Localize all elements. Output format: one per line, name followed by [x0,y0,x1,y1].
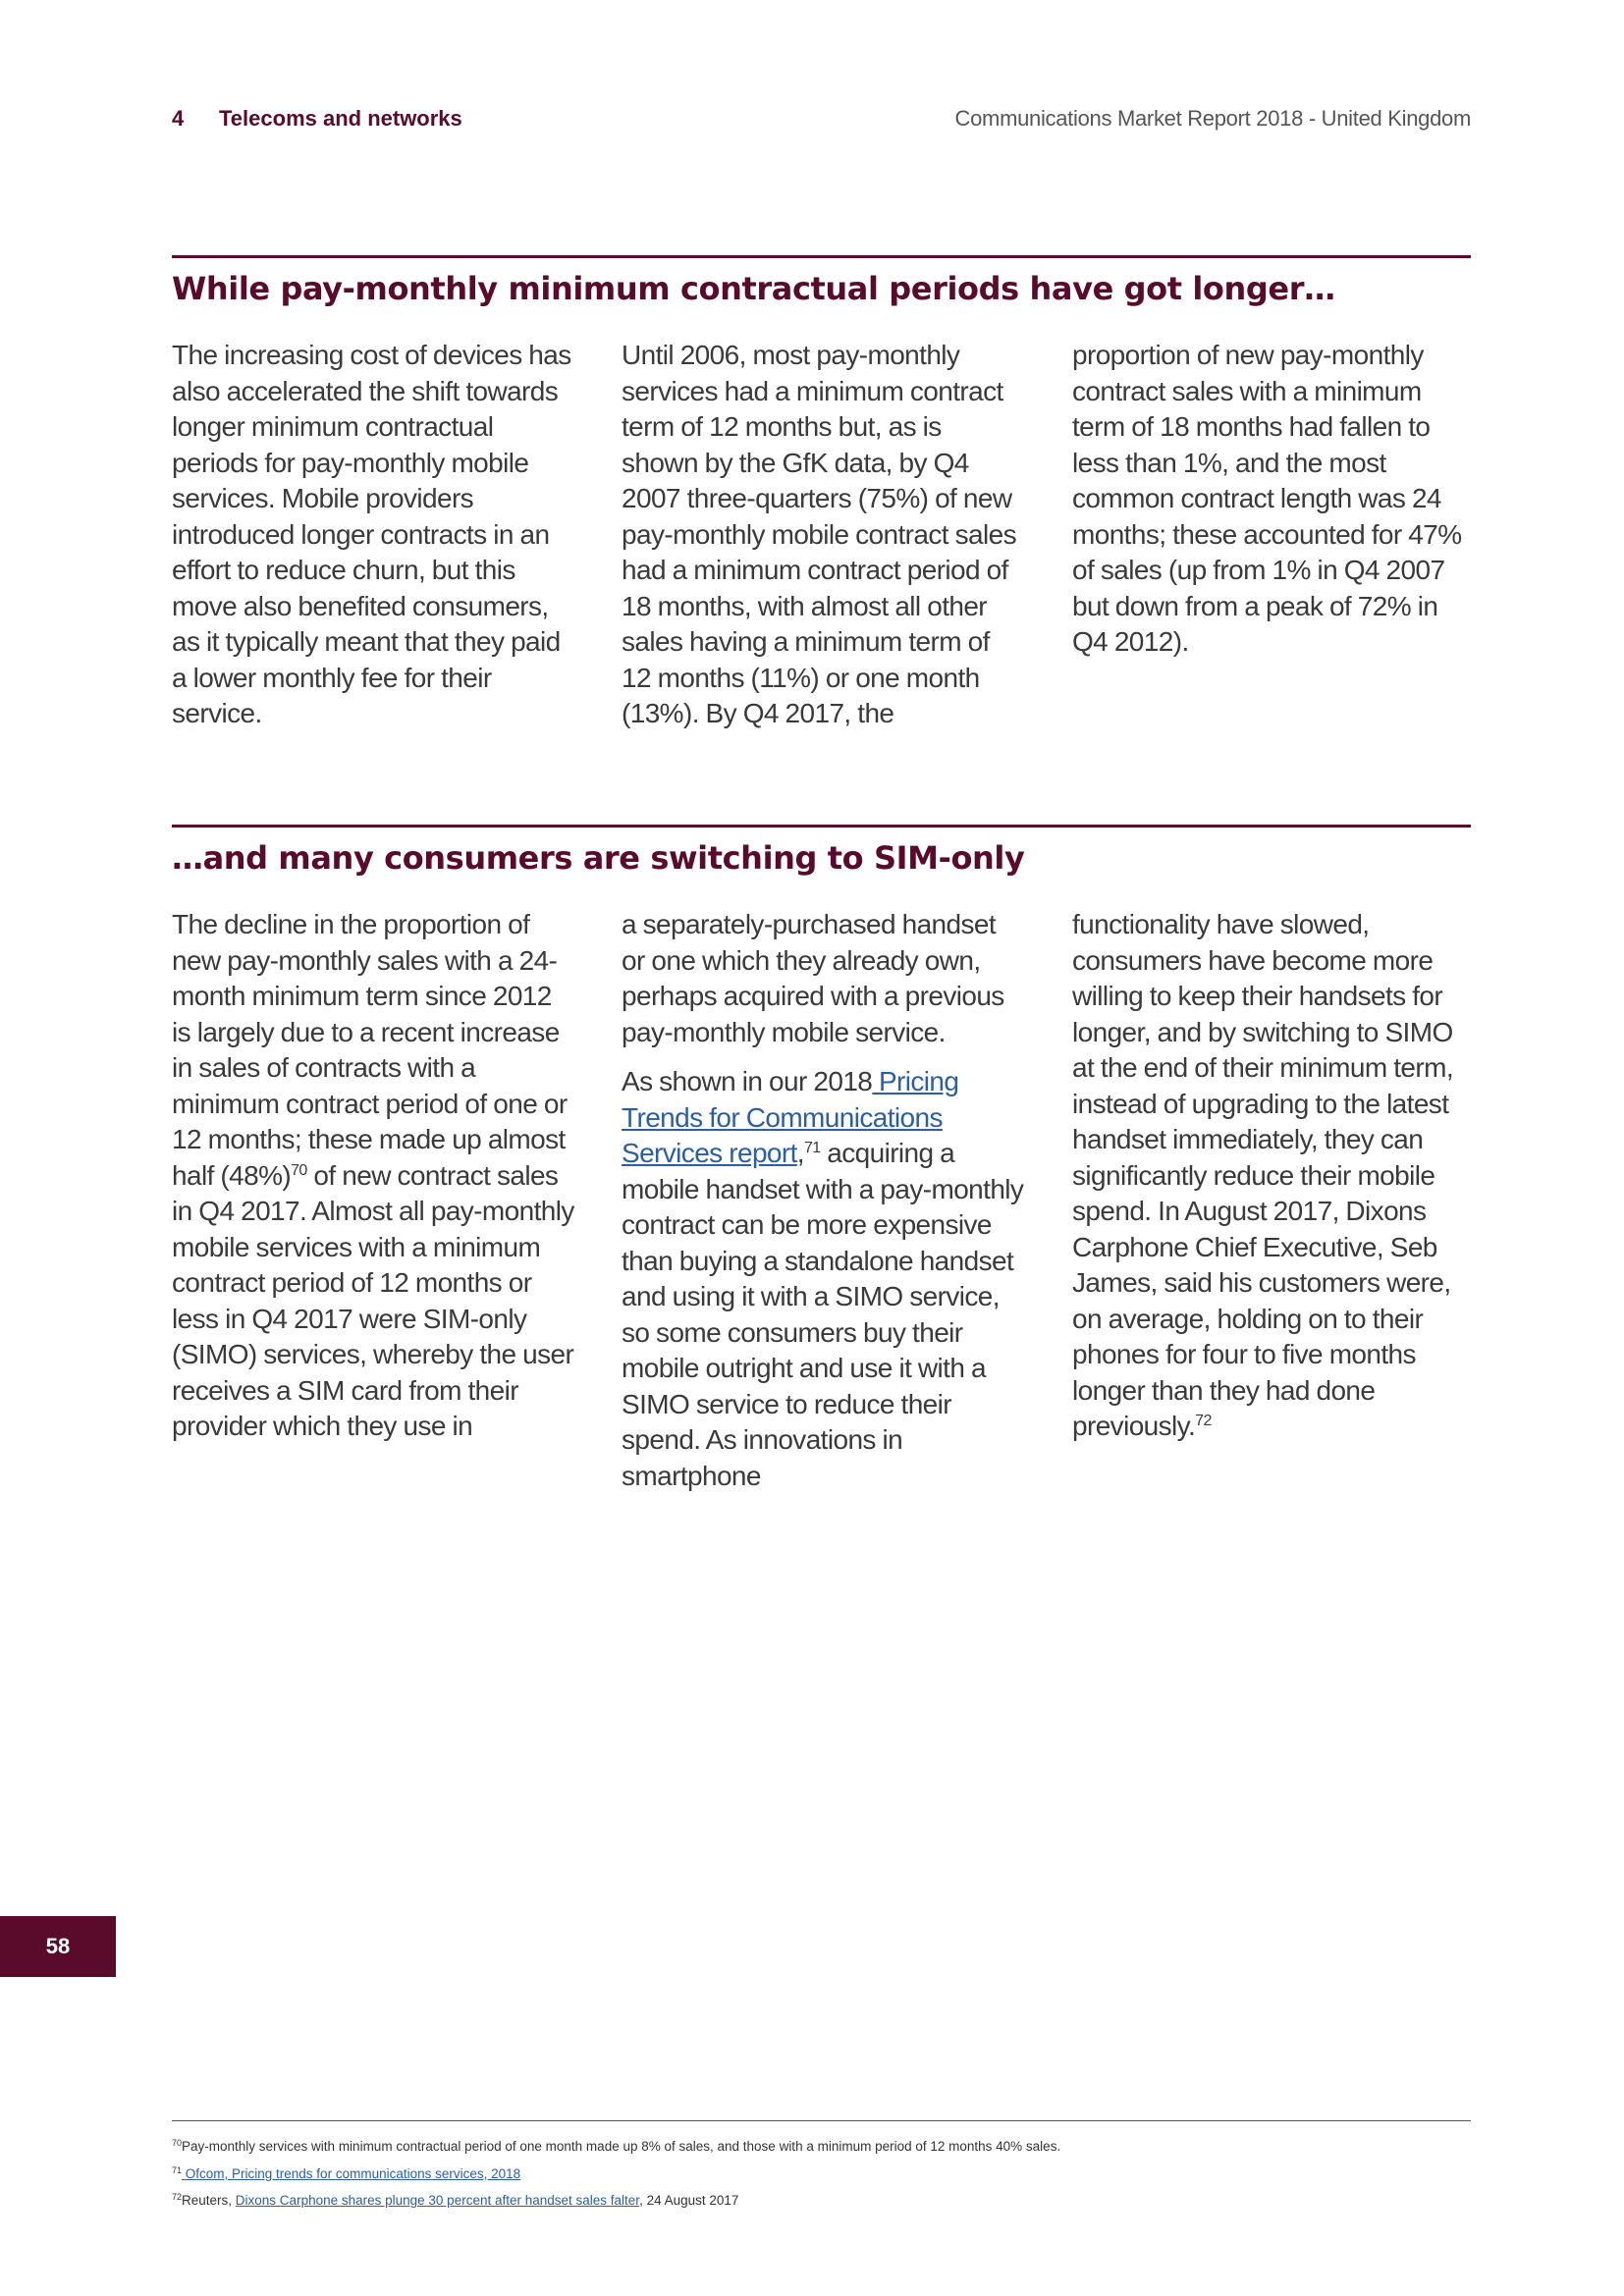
footnotes [172,2120,1471,2215]
ofcom-pricing-trends-link[interactable]: Ofcom, Pricing trends for communications services, 2018 [182,2165,521,2181]
report-title: Communications Market Report 2018 - United Kingdom [954,106,1471,131]
footnote-70: $^{70}$Pay-monthly services with minimum contractual period of one month made up 8% of sales, and those with a minimum period of 12 months 40% sales. [172,2138,1061,2154]
paragraph: As shown in our 2018 Pricing Trends for Communications Services report,$^{71}$ acquiring a mobile handset with a pay-monthly contract can be more expensive than buying a standalone handset and using it with a SIMO service, so some consumers buy their mobile outright and use it with a SIMO service to reduce their spend. As innovations in smartphone [622,1066,1024,1491]
page-number-tab [0,1916,116,1977]
pricing-trends-report-link[interactable]: Pricing Trends for Communications Services report [622,1066,959,1168]
paragraph: functionality have slowed, consumers have become more willing to keep their handsets for longer, and by switching to SIMO at the end of their minimum term, instead of upgrading to the latest handset immediately, they can significantly reduce their mobile spend. In August 2017, Dixons Carphone Chief Executive, Seb James, said his customers were, on average, holding on to their phones for four to five months longer than they had done previously.$^{72}$ [1072,909,1454,1441]
page-header [172,106,1471,135]
column-3 [1072,907,1475,1445]
footnote-ref-70: 70 [291,1161,307,1179]
footnote-71: $^{71}$ Ofcom, Pricing trends for communications services, 2018 [172,2164,521,2181]
chapter-number: 4 [172,106,185,131]
section-switching-sim-only [172,825,1471,1491]
footnote-72: $^{72}$Reuters, Dixons Carphone shares plunge 30 percent after handset sales falter, 24 August 2017 [172,2192,739,2208]
column-2 [622,907,1024,1494]
column-2 [622,338,1024,732]
paragraph: proportion of new pay-monthly contract sales with a minimum term of 18 months had fallen to less than 1%, and the most common contract length was 24 months; these accounted for 47% of sales (up from 1% in Q4 2007 but down from a peak of 72% in Q4 2012). [1072,340,1462,657]
section-divider [172,255,1471,258]
paragraph: The increasing cost of devices has also accelerated the shift towards longer minimum contractual periods for pay-monthly mobile services. Mobile providers introduced longer contracts in an effort to reduce churn, but this move also benefited consumers, as it typically meant that they paid a lower monthly fee for their service. [172,340,571,728]
section-pay-monthly-longer [172,255,1471,728]
chapter-title: Telecoms and networks [219,106,462,131]
column-1 [172,338,574,732]
paragraph: Until 2006, most pay-monthly services had a minimum contract term of 12 months but, as is shown by the GfK data, by Q4 2007 three-quarters (75%) of new pay-monthly mobile contract sales had a minimum contract period of 18 months, with almost all other sales having a minimum term of 12 months (11%) or one month (13%). By Q4 2017, the [622,340,1016,728]
section-heading: While pay-monthly minimum contractual periods have got longer… [172,270,1335,307]
reuters-article-link[interactable]: Dixons Carphone shares plunge 30 percent after handset sales falter [235,2193,640,2208]
page-number: 58 [45,1934,71,1958]
paragraph: a separately-purchased handset or one which they already own, perhaps acquired with a previous pay-monthly mobile service. [622,909,1004,1047]
section-divider [172,825,1471,828]
footnote-ref-72: 72 [1195,1413,1212,1429]
section-heading: …and many consumers are switching to SIM-only [172,839,1025,877]
column-3 [1072,338,1475,661]
column-1 [172,907,574,1445]
footnote-ref-71: 71 [803,1140,821,1156]
paragraph: The decline in the proportion of new pay-monthly sales with a 24-month minimum term since 2012 is largely due to a recent increase in sales of contracts with a minimum contract period of one or 12 months; these made up almost half $(48\%)^{70}$ of new contract sales in Q4 2017. Almost all pay-monthly mobile services with a minimum contract period of 12 months or less in Q4 2017 were SIM-only (SIMO) services, whereby the user receives a SIM card from their provider which they use in [172,909,574,1441]
